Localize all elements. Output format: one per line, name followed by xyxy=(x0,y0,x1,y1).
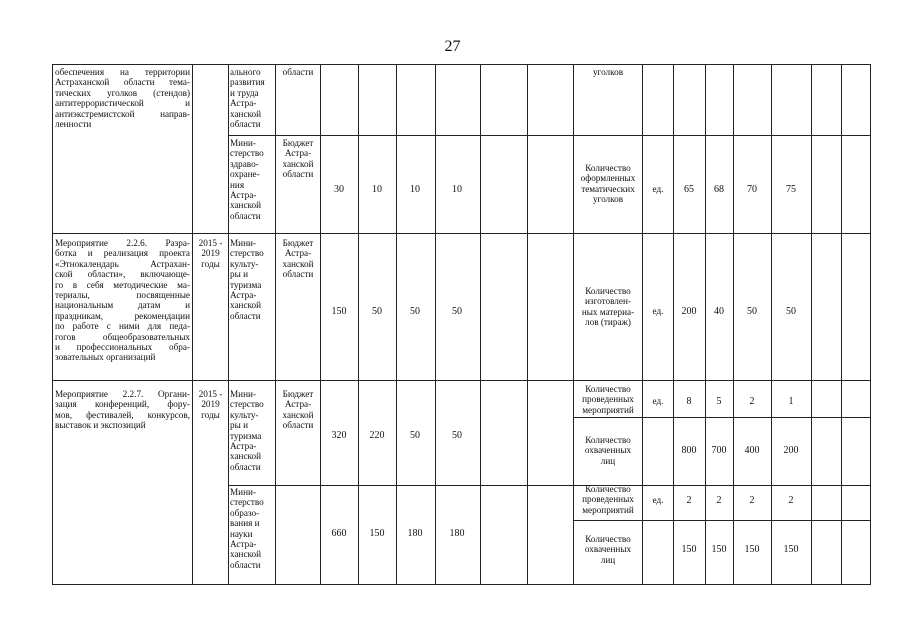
funding-amount: 10 xyxy=(410,184,420,195)
funding-source: Бюджет Астра- ханской области xyxy=(282,138,314,180)
col-line xyxy=(771,65,772,584)
indicator-name: Количество оформленных тематических уголков xyxy=(580,163,636,205)
funding-amount: 50 xyxy=(372,306,382,317)
funding-amount: 660 xyxy=(331,528,347,539)
executor: Мини- стерство образо- вания и науки Астра- ханской области xyxy=(230,487,264,570)
indicator-value: 2 xyxy=(788,495,794,506)
measure-description: Мероприятие 2.2.7. Органи- зация конференций, фору- мов, фестивалей, конкурсов, выставок и экспозиций xyxy=(55,389,190,431)
col-line xyxy=(275,65,276,584)
col-line xyxy=(358,65,359,584)
indicator-unit: ед. xyxy=(652,184,664,194)
indicator-name: Количество охваченных лиц xyxy=(584,534,632,565)
col-line xyxy=(705,65,706,584)
page-number: 27 xyxy=(444,38,461,55)
indicator-value: 800 xyxy=(681,445,697,456)
indicator-value: 150 xyxy=(711,544,727,555)
measure-description: Мероприятие 2.2.6. Разра- ботка и реализация проекта «Этнокалендарь Астрахан- ской области», включающе- го в себя методические ма- териалы, посвященные национальным датам и праздникам, рекомендации по работе с ними для педа- гогов общеобразовательных и профессиональных обра- зовательных организаций xyxy=(55,238,190,363)
executor: Мини- стерство культу- ры и туризма Астра- ханской области xyxy=(230,238,264,321)
executor: Мини- стерство здраво- охране- ния Астра- ханской области xyxy=(230,138,264,221)
indicator-name: Количество проведенных мероприятий xyxy=(582,484,634,515)
funding-amount: 50 xyxy=(452,430,462,441)
indicator-value: 2 xyxy=(686,495,692,506)
indicator-value: 50 xyxy=(747,306,757,317)
col-line xyxy=(480,65,481,584)
row-line xyxy=(53,380,870,381)
measure-description: обеспечения на территории Астраханской области тема- тических уголков (стендов) антитеррористической и антиэкстремистской направ- ленности xyxy=(55,67,190,130)
col-line xyxy=(527,65,528,584)
col-line xyxy=(733,65,734,584)
funding-source: Бюджет Астра- ханской области xyxy=(282,238,314,280)
funding-amount: 30 xyxy=(334,184,344,195)
col-line xyxy=(435,65,436,584)
row-line xyxy=(573,417,870,418)
indicator-value: 700 xyxy=(711,445,727,456)
col-line xyxy=(673,65,674,584)
funding-amount: 220 xyxy=(369,430,385,441)
indicator-unit: ед. xyxy=(652,495,664,505)
indicator-value: 150 xyxy=(744,544,760,555)
indicator-value: 150 xyxy=(681,544,697,555)
funding-amount: 150 xyxy=(331,306,347,317)
period: 2015 - 2019 годы xyxy=(198,389,223,420)
indicator-name: Количество изготовлен- ных материа- лов (тираж) xyxy=(581,286,635,328)
funding-amount: 50 xyxy=(452,306,462,317)
indicator-value: 70 xyxy=(747,184,757,195)
period: 2015 - 2019 годы xyxy=(198,238,223,269)
row-line xyxy=(573,520,870,521)
executor: Мини- стерство культу- ры и туризма Астра- ханской области xyxy=(230,389,264,472)
col-line xyxy=(396,65,397,584)
col-line xyxy=(642,65,643,584)
indicator-value: 200 xyxy=(783,445,799,456)
indicator-name: уголков xyxy=(592,67,624,77)
funding-amount: 150 xyxy=(369,528,385,539)
indicator-value: 68 xyxy=(714,184,724,195)
indicator-value: 200 xyxy=(681,306,697,317)
indicator-name: Количество охваченных лиц xyxy=(584,435,632,466)
indicator-value: 8 xyxy=(686,396,692,407)
funding-amount: 50 xyxy=(410,430,420,441)
col-line xyxy=(320,65,321,584)
col-line xyxy=(841,65,842,584)
indicator-value: 1 xyxy=(788,396,794,407)
funding-source: области xyxy=(282,67,314,77)
indicator-value: 2 xyxy=(749,495,755,506)
col-line xyxy=(811,65,812,584)
funding-amount: 180 xyxy=(407,528,423,539)
indicator-value: 65 xyxy=(684,184,694,195)
indicator-value: 5 xyxy=(716,396,722,407)
indicator-value: 150 xyxy=(783,544,799,555)
row-line xyxy=(228,135,870,136)
funding-amount: 10 xyxy=(452,184,462,195)
indicator-value: 75 xyxy=(786,184,796,195)
funding-amount: 10 xyxy=(372,184,382,195)
funding-amount: 50 xyxy=(410,306,420,317)
indicator-value: 400 xyxy=(744,445,760,456)
col-line xyxy=(192,65,193,584)
funding-source: Бюджет Астра- ханской области xyxy=(282,389,314,431)
indicator-value: 40 xyxy=(714,306,724,317)
funding-amount: 320 xyxy=(331,430,347,441)
row-line xyxy=(228,485,870,486)
indicator-unit: ед. xyxy=(652,396,664,406)
indicator-value: 2 xyxy=(749,396,755,407)
row-line xyxy=(53,233,870,234)
col-line xyxy=(228,65,229,584)
indicator-value: 50 xyxy=(786,306,796,317)
indicator-unit: ед. xyxy=(652,306,664,316)
funding-amount: 180 xyxy=(449,528,465,539)
executor: ального развития и труда Астра- ханской области xyxy=(230,67,265,130)
indicator-value: 2 xyxy=(716,495,722,506)
indicator-name: Количество проведенных мероприятий xyxy=(582,384,634,415)
measures-table xyxy=(52,64,871,585)
